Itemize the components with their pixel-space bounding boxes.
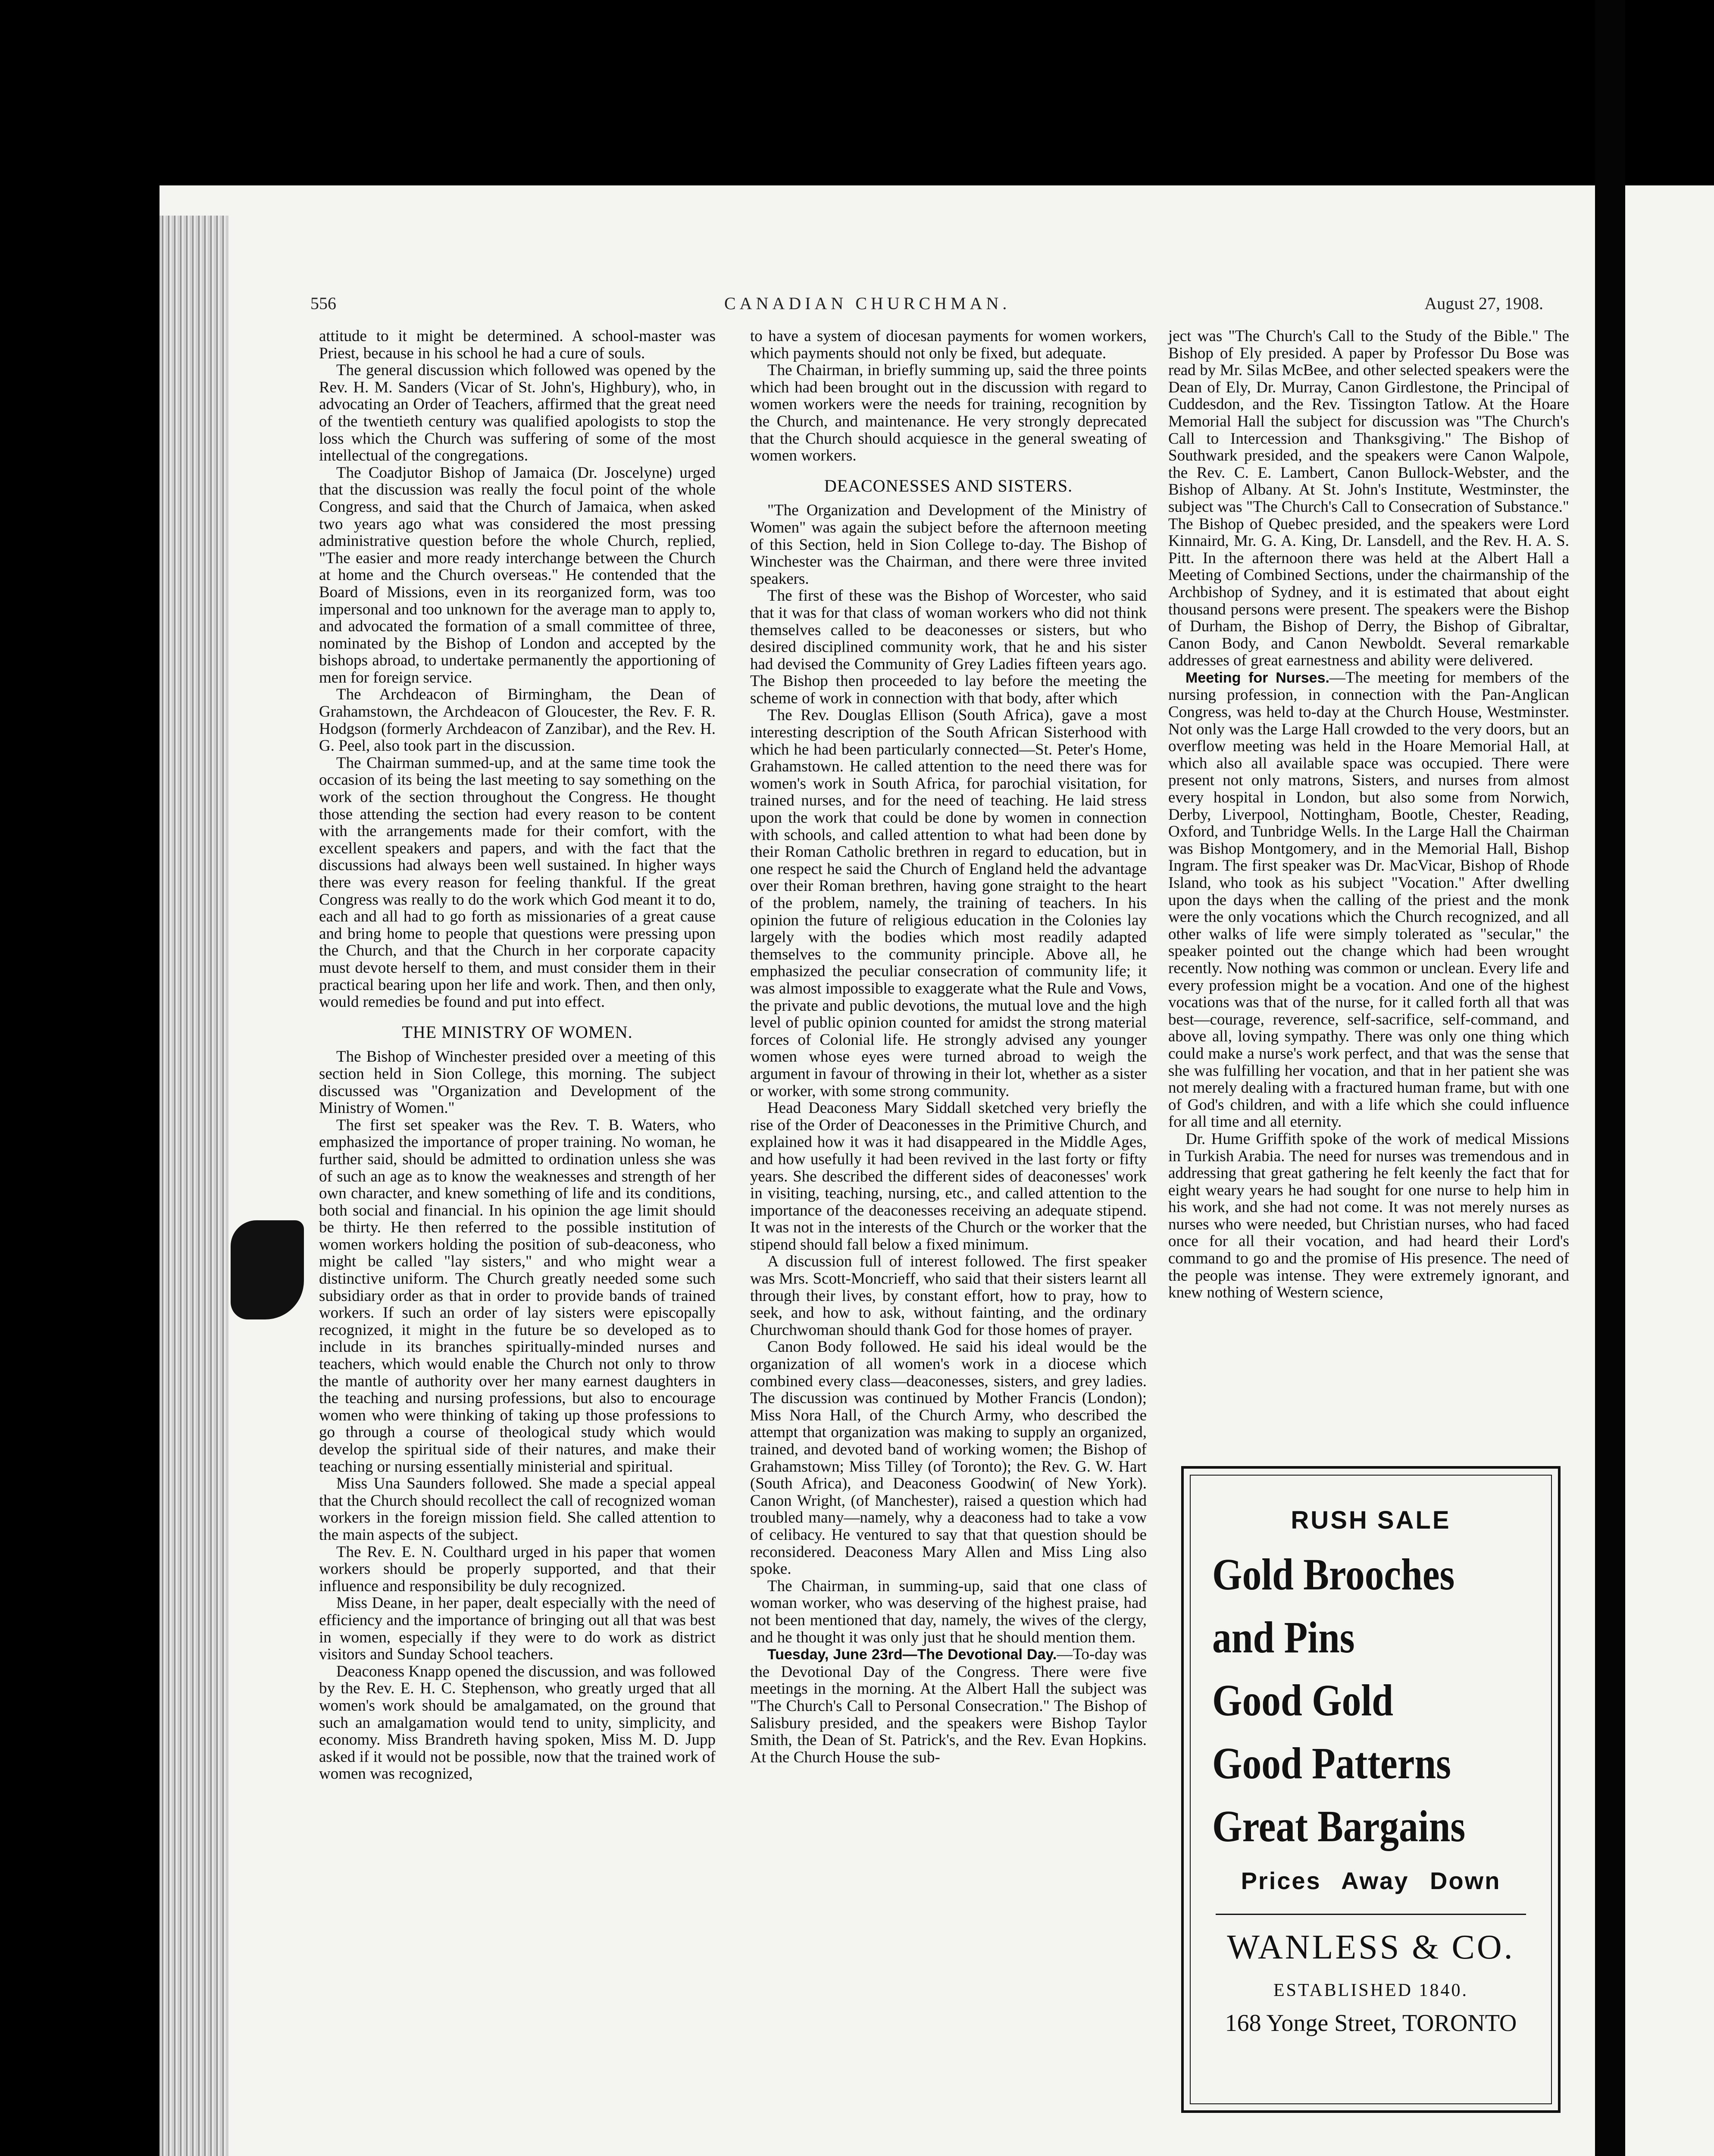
- adjacent-page: [1625, 185, 1714, 2156]
- paragraph-text: —To-day was the Devotional Day of the Congress. There were five meetings in the morning. At the Albert Hall the subject was "The Church's Call to Personal Consecration." The Bishop of Salisbury presided, and the speakers were Bishop Taylor Smith, the Dean of St. Patrick's, and the Rev. Evan Hopkins. At the Church House the sub-: [750, 1645, 1147, 1766]
- paragraph: "The Organization and Development of the Ministry of Women" was again the subject before the afternoon meeting of this Section, held in Sion College to-day. The Bishop of Winchester was the Chairman, and there were three invited speakers.: [750, 501, 1147, 588]
- paragraph: The first set speaker was the Rev. T. B. Waters, who emphasized the importance of proper training. No woman, he further said, should be admitted to ordination unless she was of such an age as to know the weaknesses and strength of her own character, and knew something of life and its conditions, both social and financial. In his opinion the age limit should be thirty. He then referred to the possible institution of women workers holding the position of sub-deaconess, who might be called "lay sisters," and who might wear a distinctive uniform. The Church greatly needed some such subsidiary order as that in order to provide bands of trained workers. If such an order of lay sisters were episcopally recognized, it might in the future be so developed as to include in its branches spiritually-minded nurses and teachers, which would enable the Church not only to throw the mantle of authority over her many earnest daughters in the teaching and nursing professions, but also to encourage women who were thinking of taking up those professions to go through a course of theological study which would develop the spiritual side of their natures, and make their teaching or nursing essentially ministerial and spiritual.: [319, 1116, 716, 1476]
- paragraph: Canon Body followed. He said his ideal would be the organization of all women's work in a diocese which combined every class—deaconesses, sisters, and grey ladies. The discussion was continued by Mother Francis (London); Miss Nora Hall, of the Church Army, who described the attempt that organization was making to supply an organized, trained, and devoted band of working women; the Bishop of Grahamstown; Miss Tilley (of Toronto); the Rev. G. W. Hart (South Africa), and Deaconess Goodwin( of New York). Canon Wright, (of Manchester), raised a question which had troubled many—namely, why a deaconess had to take a vow of celibacy. He ventured to say that that question should be reconsidered. Deaconess Mary Allen and Miss Ling also spoke.: [750, 1338, 1147, 1578]
- ad-line: Great Bargains: [1212, 1802, 1466, 1851]
- ad-divider: [1216, 1914, 1526, 1915]
- scan-border-right: [1595, 0, 1625, 2156]
- binding-clip: [231, 1220, 304, 1319]
- paragraph: Dr. Hume Griffith spoke of the work of medical Missions in Turkish Arabia. The need for nurses was tremendous and in addressing that great gathering he felt keenly the fact that for eight weary years he had sought for one nurse to help him in his work, and she had not come. It was not merely nurses as nurses who were needed, but Christian nurses, who had faced once for all their vocation, and had heard their Lord's command to go and the promise of His presence. The need of the people was intense. They were extremely ignorant, and knew nothing of Western science,: [1168, 1130, 1569, 1302]
- column-3: [1168, 328, 1569, 1414]
- page-number: 556: [310, 294, 336, 313]
- paragraph: The Archdeacon of Birmingham, the Dean of Grahamstown, the Archdeacon of Gloucester, the Rev. F. R. Hodgson (formerly Archdeacon of Zanzibar), and the Rev. H. G. Peel, also took part in the discussion.: [319, 686, 716, 755]
- run-in-heading: Meeting for Nurses.: [1185, 669, 1329, 686]
- section-heading: THE MINISTRY OF WOMEN.: [402, 1022, 633, 1042]
- ad-line: Gold Brooches: [1212, 1550, 1455, 1599]
- paragraph: ject was "The Church's Call to the Study of the Bible." The Bishop of Ely presided. A paper by Professor Du Bose was read by Mr. Silas McBee, and other selected speakers were the Dean of Ely, Dr. Murray, Canon Girdlestone, the Principal of Cuddesdon, and the Rev. Tissington Tatlow. At the Hoare Memorial Hall the subject for discussion was "The Church's Call to Intercession and Thanksgiving." The Bishop of Southwark presided, and the speakers were Canon Walpole, the Rev. C. E. Lambert, Canon Bullock-Webster, and the Bishop of Albany. At St. John's Institute, Westminster, the subject was "The Church's Call to Consecration of Substance." The Bishop of Quebec presided, and the speakers were Lord Kinnaird, Mr. G. A. King, Dr. Lansdell, and the Rev. H. A. S. Pitt. In the afternoon there was held at the Albert Hall a Meeting of Combined Sections, under the chairmanship of the Archbishop of Sydney, and it is estimated that about eight thousand persons were present. The speakers were the Bishop of Durham, the Bishop of Derry, the Bishop of Gibraltar, Canon Body, and Canon Newboldt. Several remarkable addresses of great earnestness and ability were delivered.: [1168, 327, 1569, 670]
- ad-company: WANLESS & CO.: [1227, 1928, 1515, 1966]
- paragraph: Deaconess Knapp opened the discussion, and was followed by the Rev. E. H. C. Stephenson, who greatly urged that all women's work should be amalgamated, on the ground that such an amalgamation would tend to unity, simplicity, and economy. Miss Brandreth having spoken, Miss M. D. Jupp asked if it would not be possible, now that the trained work of women was recognized,: [319, 1662, 716, 1783]
- column-1: [319, 328, 716, 2053]
- paragraph: The Coadjutor Bishop of Jamaica (Dr. Joscelyne) urged that the discussion was really the focul point of the whole Congress, and said that the Church of Jamaica, when asked two years ago what was considered the most pressing administrative question before the whole Church, replied, "The easier and more ready interchange between the Church at home and the Church overseas." He contended that the Board of Missions, even in its reorganized form, was too impersonal and too unknown for the average man to apply to, and advocated the formation of a small committee of three, nominated by the Bishop of London and accepted by the bishops abroad, to undertake permanently the apportioning of men for foreign service.: [319, 464, 716, 686]
- paragraph: Head Deaconess Mary Siddall sketched very briefly the rise of the Order of Deaconesses in the Primitive Church, and explained how it was it had disappeared in the Middle Ages, and how usefully it had been revived in the last forty or fifty years. She described the different sides of deaconesses' work in visiting, teaching, nursing, etc., and called attention to the importance of the deaconesses receiving an adequate stipend. It was not in the interests of the Church or the worker that the stipend should fall below a fixed minimum.: [750, 1099, 1147, 1253]
- ad-established: ESTABLISHED 1840.: [1273, 1981, 1468, 2000]
- ad-line: Good Gold: [1212, 1676, 1394, 1725]
- scan-border-left: [0, 0, 160, 2156]
- paragraph: The Rev. E. N. Coulthard urged in his paper that women workers should be properly supported, and that their influence and responsibility be duly recognized.: [319, 1543, 716, 1595]
- run-in-heading: Tuesday, June 23rd—The Devotional Day.: [767, 1646, 1057, 1663]
- paragraph: The Chairman, in briefly summing up, said the three points which had been brought out in the discussion with regard to women workers were the needs for training, recognition by the Church, and maintenance. He very strongly deprecated that the Church should acquiesce in the general sweating of women workers.: [750, 361, 1147, 465]
- paragraph: The Rev. Douglas Ellison (South Africa), gave a most interesting description of the South African Sisterhood with which he had been particularly connected—St. Peter's Home, Grahamstown. He called attention to the need there was for women's work in South Africa, for parochial visitation, for trained nurses, and for the need of teaching. He laid stress upon the work that could be done by women in connection with schools, and called attention to what had been done by their Roman Catholic brethren in regard to education, but in one respect he said the Church of England held the advantage over their Roman brethren, having gone straight to the heart of the problem, namely, the training of teachers. In his opinion the future of religious education in the Colonies lay largely with the bodies which most readily adapted themselves to the community principle. Above all, he emphasized the peculiar consecration of community life; it was almost impossible to exaggerate what the Rule and Vows, the private and public devotions, the mutual love and the high level of public opinion counted for amidst the strong material forces of Colonial life. He strongly advised any younger women whose eyes were turned abroad to weigh the argument in favour of throwing in their lot, whether as a sister or worker, with some strong community.: [750, 706, 1147, 1100]
- paragraph-text: —The meeting for members of the nursing profession, in connection with the Pan-Anglican Congress, was held to-day at the Church House, Westminster. Not only was the Large Hall crowded to the very doors, but an overflow meeting was held in the Hoare Memorial Hall, at which also all available space was occupied. There were present not only matrons, Sisters, and nurses from almost every hospital in London, but also some from Norwich, Derby, Liverpool, Nottingham, Bootle, Chester, Reading, Oxford, and Tunbridge Wells. In the Large Hall the Chairman was Bishop Montgomery, and in the Memorial Hall, Bishop Ingram. The first speaker was Dr. MacVicar, Bishop of Rhode Island, who took as his subject "Vocation." After dwelling upon the days when the calling of the priest and the monk were the only vocations which the Church recognized, and all other walks of life were simply tolerated as "secular," the speaker pointed out the change which had been wrought recently. Now nothing was common or unclean. Every life and every profession might be a vocation. And one of the highest vocations was that of the nurse, for it called forth all that was best—courage, reverence, self-sacrifice, self-command, and above all, loving sympathy. There was only one thing which could make a nurse's work perfect, and that was the sense that she was fulfilling her vocation, and that in her patient she was not merely dealing with a fractured human frame, but with one of God's children, and with a life which she could influence for all time and all eternity.: [1168, 668, 1569, 1131]
- publication-title: CANADIAN CHURCHMAN.: [724, 294, 1011, 313]
- section-heading: DEACONESSES AND SISTERS.: [824, 476, 1073, 495]
- paragraph: The first of these was the Bishop of Worcester, who said that it was for that class of woman workers who did not think themselves called to be deaconesses or sisters, but who desired disciplined community work, that he and his sister had devised the Community of Grey Ladies fifteen years ago. The Bishop then proceeded to lay before the meeting the scheme of work in connection with that body, after which: [750, 587, 1147, 707]
- ad-line: Good Patterns: [1212, 1739, 1451, 1788]
- paragraph: The Chairman, in summing-up, said that one class of woman worker, who was deserving of the highest praise, had not been mentioned that day, namely, the wives of the clergy, and he thought it was only just that he should mention them.: [750, 1577, 1147, 1646]
- column-2: [750, 328, 1147, 2053]
- ad-address: 168 Yonge Street, TORONTO: [1225, 2010, 1517, 2037]
- paragraph: The Bishop of Winchester presided over a meeting of this section held in Sion College, this morning. The subject discussed was "Organization and Development of the Ministry of Women.": [319, 1048, 716, 1117]
- book-binding: [160, 216, 228, 2156]
- ad-headline: RUSH SALE: [1291, 1506, 1451, 1534]
- paragraph: attitude to it might be determined. A school-master was Priest, because in his school he had a cure of souls.: [319, 327, 716, 362]
- paragraph: Miss Deane, in her paper, dealt especially with the need of efficiency and the importance of bringing out all that was best in women, especially if they were to do work as district visitors and Sunday School teachers.: [319, 1594, 716, 1664]
- advertisement-box: [1181, 1466, 1561, 2113]
- paragraph: The general discussion which followed was opened by the Rev. H. M. Sanders (Vicar of St. John's, Highbury), who, in advocating an Order of Teachers, affirmed that the great need of the twentieth century was qualified apologists to stop the loss which the Church was suffering of some of the most intellectual of the congregations.: [319, 361, 716, 465]
- page-header: [302, 293, 1578, 319]
- paragraph: [1168, 669, 1569, 1131]
- ad-line: and Pins: [1212, 1613, 1355, 1662]
- ad-tagline: Prices Away Down: [1241, 1867, 1501, 1894]
- paragraph: The Chairman summed-up, and at the same time took the occasion of its being the last meeting to say something on the work of the section throughout the Congress. He thought those attending the section had every reason to be content with the arrangements made for their comfort, with the excellent speakers and papers, and with the fact that the discussions had always been well sustained. In higher ways there was every reason for feeling thankful. If the great Congress was really to do the work which God meant it to do, each and all had to go forth as missionaries of a great cause and bring home to people that questions were pressing upon the Church, and that the Church in her corporate capacity must devote herself to them, and must consider them in their practical bearing upon her life and work. Then, and then only, would remedies be found and put into effect.: [319, 754, 716, 1011]
- issue-date: August 27, 1908.: [1424, 294, 1543, 313]
- paragraph: [750, 1646, 1147, 1766]
- paragraph: to have a system of diocesan payments for women workers, which payments should not only be fixed, but adequate.: [750, 327, 1147, 362]
- advertisement-inner-border: [1190, 1475, 1552, 2104]
- paragraph: Miss Una Saunders followed. She made a special appeal that the Church should recollect the call of recognized woman workers in the foreign mission field. She called attention to the main aspects of the subject.: [319, 1475, 716, 1544]
- paragraph: A discussion full of interest followed. The first speaker was Mrs. Scott-Moncrieff, who said that their sisters learnt all through their lives, by constant effort, how to pray, how to seek, and how to ask, without fainting, and the ordinary Churchwoman should thank God for those homes of prayer.: [750, 1253, 1147, 1339]
